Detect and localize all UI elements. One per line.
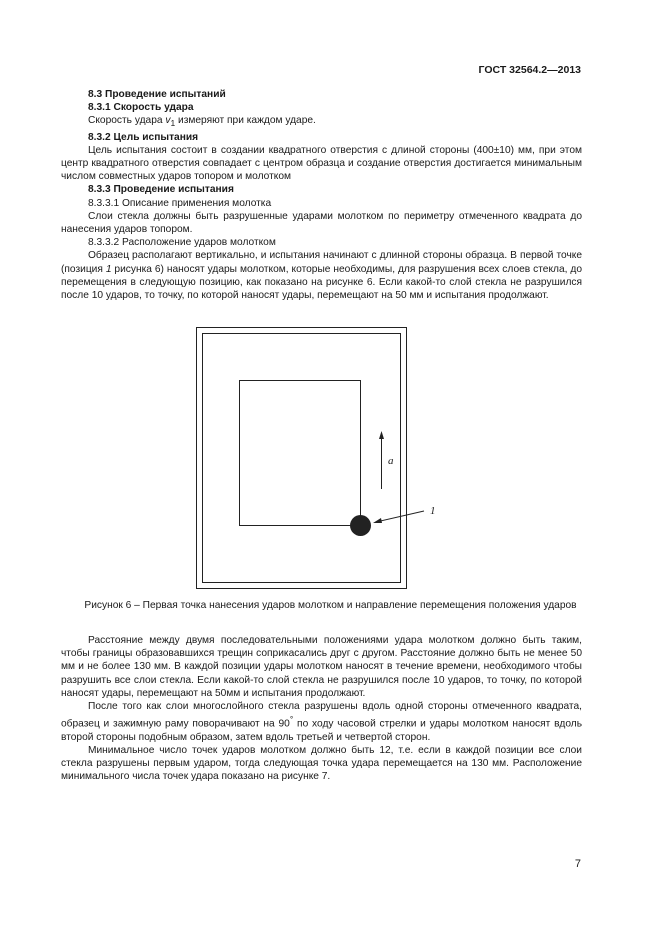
first-impact-point bbox=[350, 515, 371, 536]
section-text-continued bbox=[61, 634, 582, 784]
leader-arrow-head bbox=[373, 518, 382, 523]
velocity-subscript: 1 bbox=[170, 118, 176, 129]
heading-8-3-1: 8.3.1 Скорость удара bbox=[88, 102, 194, 114]
specimen-edge bbox=[203, 334, 401, 583]
document-header: ГОСТ 32564.2—2013 bbox=[478, 64, 581, 76]
page-number: 7 bbox=[574, 858, 581, 870]
section-text bbox=[61, 88, 582, 302]
text-fragment: После того как слои многослойного стекла разрушены вдоль одной стороны отмеченного квадрата, образец и зажимную раму поворачивают на 90 bbox=[61, 701, 582, 730]
figure-6-drawing bbox=[196, 327, 436, 589]
label-a: a bbox=[388, 455, 394, 467]
paragraph-hammer: Слои стекла должны быть разрушенные ударами молотком по периметру отмеченного квадрата до нанесения ударов топором. bbox=[61, 210, 582, 236]
text-fragment: рисунка 6) наносят удары молотком, которые необходимы, для разрушения всех слоев стекла, до перемещения в следующую позицию, как показано на рисунке 6. Если какой-то слой стекла не разрушился после 10 ударов, то точку, по которой наносят удары, перемещают на 50 мм и испытания продолжают. bbox=[61, 263, 583, 302]
frame-outer bbox=[197, 328, 407, 589]
position-number: 1 bbox=[105, 263, 112, 275]
text-fragment: Образец располагают вертикально, и испытания начинают с длинной стороны образца. В первой точке (позиция bbox=[61, 250, 582, 275]
figure-6 bbox=[196, 327, 436, 589]
paragraph-rotation bbox=[61, 700, 582, 744]
figure-caption: Рисунок 6 – Первая точка нанесения ударов молотком и направление перемещения положения ударов bbox=[84, 600, 577, 611]
paragraph-minimum: Минимальное число точек ударов молотком должно быть 12, т.е. если в каждой позиции все слои стекла разрушены первым ударом, тогда следующая точка удара перемещается на 130 мм. Расположение минимального числа точек удара показано на рисунке 7. bbox=[61, 745, 582, 783]
label-1: 1 bbox=[430, 505, 436, 517]
heading-8-3-3-2: 8.3.3.2 Расположение ударов молотком bbox=[88, 237, 276, 249]
paragraph-goal: Цель испытания состоит в создании квадратного отверстия с длиной стороны (400±10) мм, при этом центр квадратного отверстия совпадает с центром образца и создание отверстия достигается минимальным числом совместных ударов топором и молотком bbox=[61, 144, 582, 183]
marked-square bbox=[240, 381, 361, 526]
heading-8-3-3-1: 8.3.3.1 Описание применения молотка bbox=[88, 197, 272, 209]
velocity-symbol: v bbox=[165, 115, 171, 127]
heading-8-3-3: 8.3.3 Проведение испытания bbox=[88, 184, 234, 196]
text-fragment: измеряют при каждом ударе. bbox=[175, 115, 316, 127]
paragraph-speed bbox=[61, 114, 582, 130]
degree-sign: ° bbox=[289, 714, 294, 725]
heading-8-3: 8.3 Проведение испытаний bbox=[88, 89, 226, 100]
text-fragment: Скорость удара bbox=[88, 115, 166, 127]
paragraph-position bbox=[61, 249, 582, 302]
direction-arrow-head bbox=[379, 431, 384, 439]
text-fragment: по ходу часовой стрелки и удары молотком наносят вдоль второй стороны подобным образом, затем вдоль третьей и четвертой сторон. bbox=[61, 718, 583, 743]
paragraph-distance: Расстояние между двумя последовательными положениями удара молотком должно быть таким, чтобы границы образовавшихся трещин соприкасались друг с другом. Расстояние должно быть не менее 50 мм и не более 130 мм. В каждой позиции удары молотком наносят в течение времени, необходимого чтобы разрушить все слои стекла. Если какой-то слой стекла не разрушился после 10 ударов, то точку, по которой наносят удары, перемещают на 50мм и испытания продолжают. bbox=[61, 635, 582, 699]
heading-8-3-2: 8.3.2 Цель испытания bbox=[88, 131, 199, 143]
